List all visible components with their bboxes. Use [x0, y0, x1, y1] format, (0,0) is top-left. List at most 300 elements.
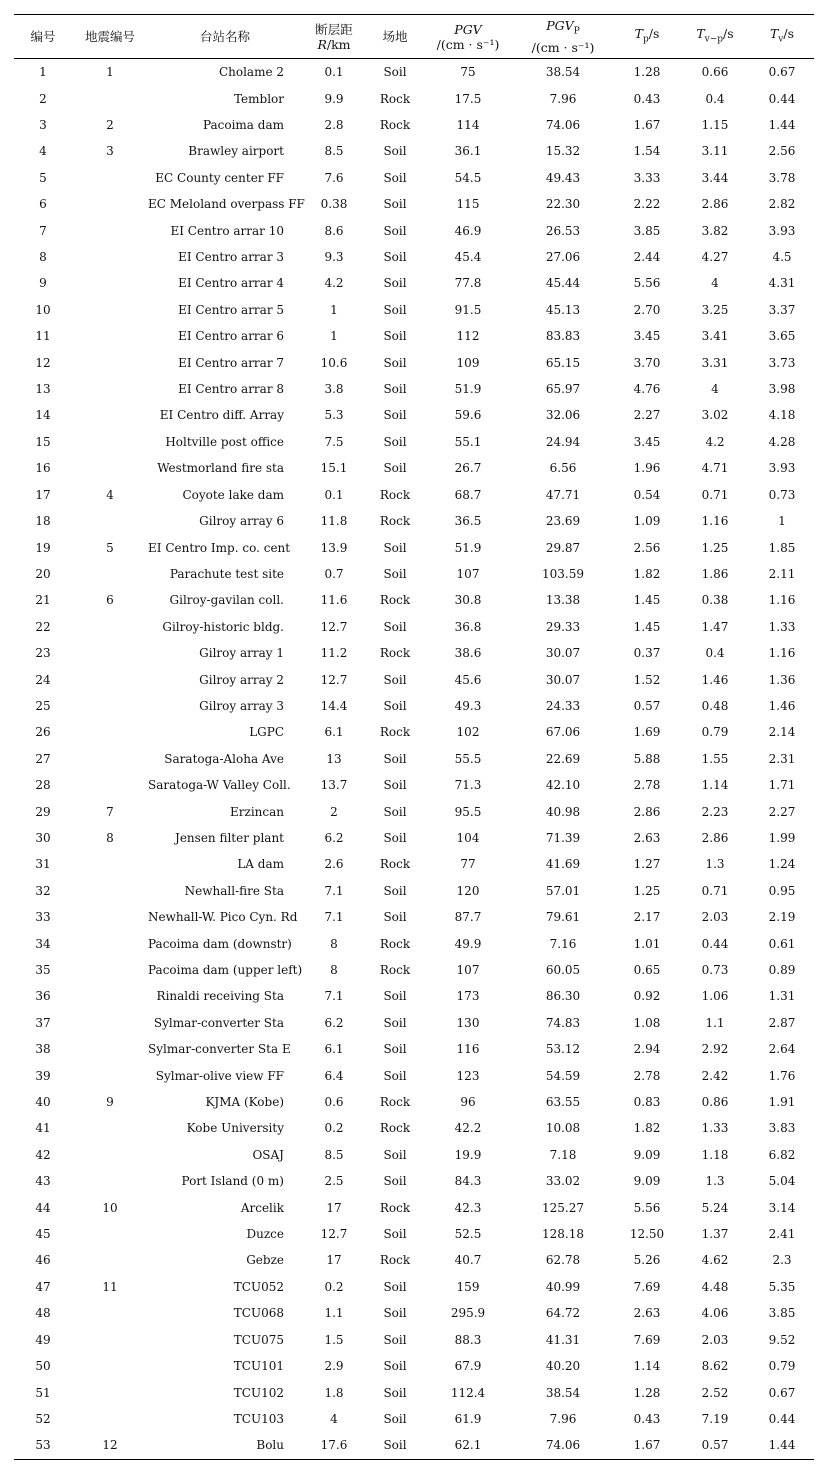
cell-id: 19: [35, 540, 51, 555]
table-row: [14, 983, 814, 1009]
cell-quake-id: 9: [106, 1095, 114, 1110]
cell-site: Soil: [383, 1068, 407, 1083]
cell-pgvp: 22.30: [545, 197, 581, 212]
cell-tp: 1.14: [633, 1359, 661, 1374]
cell-id: 49: [35, 1332, 51, 1347]
cell-tp: 0.57: [633, 698, 661, 713]
cell-pgv: 38.6: [454, 646, 482, 661]
cell-tv: 2.41: [768, 1227, 796, 1242]
cell-tvp: 1.3: [705, 857, 725, 872]
cell-site: Soil: [383, 883, 407, 898]
cell-pgv: 71.3: [454, 778, 482, 793]
cell-distance: 13.7: [320, 778, 348, 793]
cell-pgvp: 6.56: [549, 461, 577, 476]
cell-tp: 2.78: [633, 1068, 661, 1083]
cell-tvp: 0.71: [701, 883, 729, 898]
cell-station: Sylmar-converter Sta: [153, 1015, 284, 1030]
cell-quake-id: [72, 165, 148, 191]
header-row: [14, 15, 814, 59]
cell-id: 33: [35, 910, 51, 925]
cell-station: KJMA (Kobe): [205, 1095, 284, 1110]
cell-tv: 6.82: [768, 1147, 796, 1162]
cell-station: Gilroy array 2: [199, 672, 284, 687]
cell-tp: 2.17: [633, 910, 661, 925]
cell-pgv: 102: [456, 725, 480, 740]
cell-station: Duzce: [246, 1227, 284, 1242]
table-row: [14, 455, 814, 481]
cell-pgvp: 67.06: [545, 725, 581, 740]
cell-quake-id: [72, 1010, 148, 1036]
cell-pgvp: 7.16: [549, 936, 577, 951]
table-row: [14, 297, 814, 323]
cell-tvp: 0.66: [701, 65, 729, 80]
cell-distance: 9.9: [324, 91, 344, 106]
cell-pgv: 116: [456, 1042, 480, 1057]
cell-tp: 0.37: [633, 646, 661, 661]
cell-site: Rock: [379, 857, 411, 872]
cell-distance: 6.4: [324, 1068, 344, 1083]
cell-tvp: 3.25: [701, 302, 729, 317]
cell-site: Rock: [379, 1200, 411, 1215]
cell-tvp: 8.62: [701, 1359, 729, 1374]
cell-site: Soil: [383, 989, 407, 1004]
cell-tp: 0.83: [633, 1095, 661, 1110]
cell-pgv: 123: [456, 1068, 480, 1083]
cell-quake-id: [72, 455, 148, 481]
cell-site: Soil: [383, 751, 407, 766]
cell-tv: 3.37: [768, 302, 796, 317]
cell-tv: 3.93: [768, 223, 796, 238]
cell-pgv: 87.7: [454, 910, 482, 925]
cell-distance: 17: [326, 1253, 342, 1268]
table-row: [14, 878, 814, 904]
cell-pgvp: 65.97: [545, 382, 581, 397]
cell-pgvp: 26.53: [545, 223, 581, 238]
cell-site: Soil: [383, 170, 407, 185]
cell-id: 27: [35, 751, 51, 766]
cell-quake-id: [72, 1036, 148, 1062]
cell-distance: 3.8: [324, 382, 344, 397]
cell-tp: 3.45: [633, 434, 661, 449]
cell-tv: 0.89: [768, 963, 796, 978]
cell-quake-id: [72, 772, 148, 798]
cell-tv: 2.56: [768, 144, 796, 159]
cell-station: Temblor: [233, 91, 284, 106]
cell-pgvp: 10.08: [545, 1121, 581, 1136]
cell-station: Rinaldi receiving Sta: [156, 989, 284, 1004]
cell-quake-id: [72, 1247, 148, 1273]
cell-station: Newhall-W. Pico Cyn. Rd: [148, 910, 298, 925]
cell-site: Soil: [383, 804, 407, 819]
cell-quake-id: [72, 1221, 148, 1247]
cell-station: EI Centro arrar 6: [178, 329, 284, 344]
cell-quake-id: [72, 666, 148, 692]
cell-id: 13: [35, 382, 51, 397]
cell-site: Soil: [383, 197, 407, 212]
ground-motion-table: [14, 14, 814, 1460]
cell-tvp: 1.18: [701, 1147, 729, 1162]
cell-tp: 1.52: [633, 672, 661, 687]
cell-station: TCU103: [233, 1411, 284, 1426]
cell-quake-id: [72, 244, 148, 270]
cell-site: Soil: [383, 698, 407, 713]
cell-pgvp: 83.83: [545, 329, 581, 344]
cell-tvp: 2.86: [701, 830, 729, 845]
cell-id: 20: [35, 566, 51, 581]
header-tp: $T_p/s$: [634, 25, 660, 45]
table-row: [14, 244, 814, 270]
cell-id: 8: [39, 250, 47, 265]
cell-station: LGPC: [249, 725, 284, 740]
cell-quake-id: 12: [102, 1438, 118, 1453]
cell-tv: 0.67: [768, 65, 796, 80]
cell-tv: 2.11: [768, 566, 796, 581]
cell-pgvp: 38.54: [545, 1385, 581, 1400]
cell-pgvp: 24.94: [545, 434, 581, 449]
cell-site: Soil: [383, 1438, 407, 1453]
cell-tv: 0.67: [768, 1385, 796, 1400]
cell-tvp: 0.4: [705, 91, 725, 106]
cell-pgvp: 71.39: [545, 830, 581, 845]
cell-quake-id: [72, 930, 148, 956]
cell-id: 48: [35, 1306, 51, 1321]
cell-site: Soil: [383, 1174, 407, 1189]
cell-id: 28: [35, 778, 51, 793]
cell-distance: 0.7: [324, 566, 344, 581]
cell-quake-id: 4: [106, 487, 114, 502]
cell-distance: 4.2: [324, 276, 344, 291]
table-row: [14, 798, 814, 824]
table-row: [14, 1327, 814, 1353]
cell-tv: 1.85: [768, 540, 796, 555]
cell-id: 26: [35, 725, 51, 740]
cell-tp: 2.27: [633, 408, 661, 423]
cell-tvp: 2.92: [701, 1042, 729, 1057]
cell-id: 7: [39, 223, 47, 238]
cell-distance: 8.6: [324, 223, 344, 238]
cell-tv: 0.95: [768, 883, 796, 898]
cell-distance: 2.9: [324, 1359, 344, 1374]
cell-tp: 1.96: [633, 461, 661, 476]
cell-station: TCU102: [233, 1385, 284, 1400]
cell-tvp: 4.27: [701, 250, 729, 265]
table-row: [14, 508, 814, 534]
table-row: [14, 640, 814, 666]
cell-tv: 3.14: [768, 1200, 796, 1215]
cell-id: 2: [39, 91, 47, 106]
cell-tvp: 3.44: [701, 170, 729, 185]
cell-distance: 8.5: [324, 1147, 344, 1162]
cell-pgv: 62.1: [454, 1438, 482, 1453]
cell-pgvp: 74.06: [545, 118, 581, 133]
cell-pgvp: 128.18: [542, 1227, 584, 1242]
cell-tv: 1.16: [768, 593, 796, 608]
cell-quake-id: [72, 1062, 148, 1088]
cell-pgv: 115: [456, 197, 480, 212]
cell-site: Soil: [383, 1411, 407, 1426]
cell-site: Rock: [379, 593, 411, 608]
cell-tv: 1.33: [768, 619, 796, 634]
cell-distance: 17: [326, 1200, 342, 1215]
cell-distance: 11.2: [320, 646, 348, 661]
cell-site: Soil: [383, 408, 407, 423]
cell-site: Soil: [383, 1385, 407, 1400]
cell-tp: 3.33: [633, 170, 661, 185]
cell-pgvp: 30.07: [545, 646, 581, 661]
cell-tp: 2.63: [633, 830, 661, 845]
header-id: 编号: [30, 29, 56, 44]
cell-tp: 0.54: [633, 487, 661, 502]
cell-tvp: 7.19: [701, 1411, 729, 1426]
cell-tvp: 1.55: [701, 751, 729, 766]
cell-quake-id: [72, 1168, 148, 1194]
cell-tvp: 3.02: [701, 408, 729, 423]
cell-pgvp: 74.06: [545, 1438, 581, 1453]
table-row: [14, 1115, 814, 1141]
cell-distance: 8: [330, 936, 338, 951]
table-row: [14, 85, 814, 111]
cell-tp: 2.56: [633, 540, 661, 555]
cell-tp: 5.56: [633, 276, 661, 291]
cell-site: Soil: [383, 223, 407, 238]
cell-tp: 7.69: [633, 1332, 661, 1347]
table-row: [14, 270, 814, 296]
cell-quake-id: [72, 851, 148, 877]
header-site: 场地: [382, 29, 408, 44]
cell-tp: 1.09: [633, 514, 661, 529]
cell-pgv: 104: [456, 830, 480, 845]
table-row: [14, 1221, 814, 1247]
cell-quake-id: 5: [106, 540, 114, 555]
cell-pgvp: 33.02: [545, 1174, 581, 1189]
cell-pgv: 114: [456, 118, 480, 133]
cell-site: Soil: [383, 382, 407, 397]
cell-tv: 1.99: [768, 830, 796, 845]
cell-tp: 1.45: [633, 593, 661, 608]
cell-pgv: 91.5: [454, 302, 482, 317]
cell-distance: 8.5: [324, 144, 344, 159]
cell-distance: 12.7: [320, 672, 348, 687]
cell-pgv: 120: [456, 883, 480, 898]
cell-site: Soil: [383, 540, 407, 555]
cell-tvp: 1.47: [701, 619, 729, 634]
cell-station: Coyote lake dam: [182, 487, 284, 502]
cell-pgv: 96: [460, 1095, 476, 1110]
cell-id: 24: [35, 672, 51, 687]
cell-site: Soil: [383, 1147, 407, 1162]
cell-tv: 1.16: [768, 646, 796, 661]
cell-id: 12: [35, 355, 51, 370]
cell-pgvp: 62.78: [545, 1253, 581, 1268]
cell-tp: 1.45: [633, 619, 661, 634]
cell-tp: 1.28: [633, 1385, 661, 1400]
cell-tp: 9.09: [633, 1174, 661, 1189]
cell-distance: 13.9: [320, 540, 348, 555]
cell-pgv: 88.3: [454, 1332, 482, 1347]
cell-quake-id: 6: [106, 593, 114, 608]
cell-tvp: 1.46: [701, 672, 729, 687]
cell-distance: 1: [330, 302, 338, 317]
cell-tvp: 3.82: [701, 223, 729, 238]
cell-pgvp: 54.59: [545, 1068, 581, 1083]
cell-site: Soil: [383, 434, 407, 449]
cell-id: 36: [35, 989, 51, 1004]
cell-distance: 4: [330, 1411, 338, 1426]
cell-tvp: 0.57: [701, 1438, 729, 1453]
cell-pgv: 77: [460, 857, 476, 872]
cell-pgvp: 40.20: [545, 1359, 581, 1374]
cell-id: 46: [35, 1253, 51, 1268]
table-row: [14, 165, 814, 191]
cell-tp: 1.08: [633, 1015, 661, 1030]
cell-tv: 0.73: [768, 487, 796, 502]
cell-site: Rock: [379, 91, 411, 106]
cell-tv: 0.44: [768, 91, 796, 106]
table-row: [14, 1194, 814, 1220]
cell-site: Soil: [383, 1306, 407, 1321]
cell-site: Soil: [383, 302, 407, 317]
cell-tvp: 0.44: [701, 936, 729, 951]
cell-distance: 1.8: [324, 1385, 344, 1400]
cell-tv: 4.5: [772, 250, 792, 265]
cell-site: Soil: [383, 1332, 407, 1347]
cell-station: EI Centro arrar 4: [178, 276, 284, 291]
cell-id: 11: [35, 329, 51, 344]
cell-pgv: 107: [456, 963, 480, 978]
cell-tv: 3.98: [768, 382, 796, 397]
table-row: [14, 349, 814, 375]
cell-pgv: 77.8: [454, 276, 482, 291]
header-distance: 断层距 R/km: [315, 21, 353, 52]
cell-distance: 9.3: [324, 250, 344, 265]
cell-site: Soil: [383, 910, 407, 925]
cell-station: LA dam: [237, 857, 284, 872]
cell-distance: 8: [330, 963, 338, 978]
cell-id: 10: [35, 302, 51, 317]
cell-pgvp: 27.06: [545, 250, 581, 265]
table-row: [14, 1406, 814, 1432]
cell-station: Parachute test site: [169, 566, 284, 581]
cell-quake-id: [72, 1353, 148, 1379]
cell-pgv: 17.5: [454, 91, 482, 106]
cell-id: 21: [35, 593, 51, 608]
cell-tvp: 1.16: [701, 514, 729, 529]
cell-site: Rock: [379, 1121, 411, 1136]
cell-quake-id: [72, 217, 148, 243]
cell-tvp: 0.86: [701, 1095, 729, 1110]
cell-station: Erzincan: [230, 804, 284, 819]
table-row: [14, 1168, 814, 1194]
cell-id: 17: [35, 487, 51, 502]
cell-tvp: 0.71: [701, 487, 729, 502]
cell-station: Sylmar-converter Sta E: [148, 1042, 291, 1057]
cell-distance: 0.1: [324, 487, 344, 502]
cell-tvp: 1.37: [701, 1227, 729, 1242]
cell-site: Rock: [379, 487, 411, 502]
cell-pgvp: 65.15: [545, 355, 581, 370]
cell-quake-id: [72, 1115, 148, 1141]
cell-station: EC County center FF: [155, 170, 284, 185]
cell-distance: 0.2: [324, 1279, 344, 1294]
cell-pgv: 295.9: [450, 1306, 486, 1321]
cell-pgv: 95.5: [454, 804, 482, 819]
cell-tvp: 2.86: [701, 197, 729, 212]
cell-distance: 2.8: [324, 118, 344, 133]
header-station: 台站名称: [199, 29, 250, 44]
table-row: [14, 534, 814, 560]
cell-tp: 0.43: [633, 91, 661, 106]
cell-site: Rock: [379, 963, 411, 978]
cell-station: TCU068: [233, 1306, 284, 1321]
cell-quake-id: [72, 983, 148, 1009]
cell-distance: 7.1: [324, 910, 344, 925]
cell-tvp: 2.52: [701, 1385, 729, 1400]
cell-distance: 0.2: [324, 1121, 344, 1136]
cell-pgvp: 57.01: [545, 883, 581, 898]
cell-tv: 2.14: [768, 725, 796, 740]
cell-distance: 0.6: [324, 1095, 344, 1110]
cell-station: Pacoima dam (upper left): [148, 963, 303, 978]
cell-tp: 2.44: [633, 250, 661, 265]
header-quake-id: 地震编号: [84, 29, 135, 44]
cell-tv: 2.3: [772, 1253, 792, 1268]
cell-id: 30: [35, 830, 51, 845]
cell-pgvp: 86.30: [545, 989, 581, 1004]
table-row: [14, 719, 814, 745]
cell-site: Rock: [379, 646, 411, 661]
header-pgv: PGV /(cm · s⁻¹): [436, 21, 500, 52]
cell-pgvp: 41.69: [545, 857, 581, 872]
cell-station: TCU075: [233, 1332, 284, 1347]
cell-station: EI Centro Imp. co. cent: [148, 540, 291, 555]
cell-pgvp: 23.69: [545, 514, 581, 529]
cell-pgvp: 45.13: [545, 302, 581, 317]
cell-id: 32: [35, 883, 51, 898]
cell-pgv: 52.5: [454, 1227, 482, 1242]
cell-pgvp: 13.38: [545, 593, 581, 608]
cell-station: EI Centro diff. Array: [159, 408, 284, 423]
cell-distance: 15.1: [320, 461, 348, 476]
table-row: [14, 851, 814, 877]
cell-site: Soil: [383, 1359, 407, 1374]
cell-tp: 2.70: [633, 302, 661, 317]
cell-pgv: 51.9: [454, 382, 482, 397]
cell-distance: 6.1: [324, 1042, 344, 1057]
cell-station: Saratoga-Aloha Ave: [164, 751, 284, 766]
cell-tvp: 1.14: [701, 778, 729, 793]
cell-tvp: 2.42: [701, 1068, 729, 1083]
cell-station: EI Centro arrar 5: [178, 302, 284, 317]
cell-id: 31: [35, 857, 51, 872]
cell-quake-id: [72, 402, 148, 428]
cell-tv: 2.82: [768, 197, 796, 212]
cell-station: Bolu: [256, 1438, 284, 1453]
cell-tv: 1.71: [768, 778, 796, 793]
cell-pgvp: 125.27: [542, 1200, 584, 1215]
table-row: [14, 1432, 814, 1459]
cell-tvp: 4.71: [701, 461, 729, 476]
cell-pgvp: 15.32: [545, 144, 581, 159]
cell-site: Soil: [383, 1279, 407, 1294]
cell-station: EI Centro arrar 7: [178, 355, 284, 370]
cell-pgv: 36.1: [454, 144, 482, 159]
cell-tv: 1.44: [768, 118, 796, 133]
cell-pgv: 51.9: [454, 540, 482, 555]
cell-station: Cholame 2: [218, 65, 284, 80]
cell-pgvp: 7.96: [549, 1411, 577, 1426]
cell-site: Soil: [383, 1042, 407, 1057]
cell-quake-id: [72, 508, 148, 534]
